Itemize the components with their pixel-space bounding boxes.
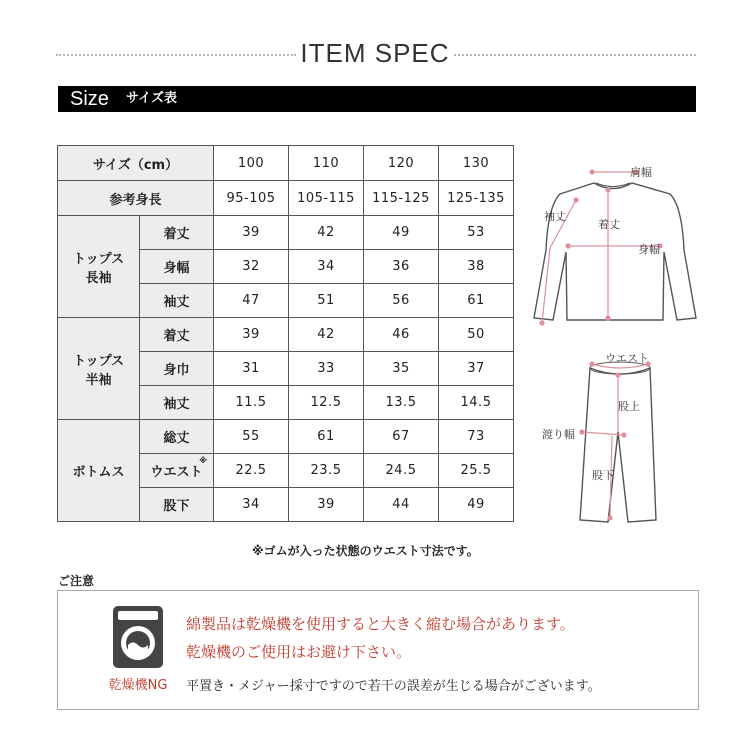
table-cell: 36	[364, 250, 439, 284]
label-thigh: 渡り幅	[542, 428, 575, 441]
waist-note: ※ゴムが入った状態のウエスト寸法です。	[252, 544, 479, 558]
page-title: ITEM SPEC	[300, 38, 450, 68]
table-cell: 55	[214, 420, 289, 454]
washing-machine-icon	[112, 605, 164, 669]
table-cell: 49	[439, 488, 514, 522]
table-cell: 46	[364, 318, 439, 352]
table-cell: 67	[364, 420, 439, 454]
table-cell: 12.5	[289, 386, 364, 420]
caution-box	[57, 590, 699, 710]
table-cell: 32	[214, 250, 289, 284]
size-header-cell: 130	[439, 146, 514, 181]
garment-diagram	[520, 150, 700, 540]
table-cell: 42	[289, 318, 364, 352]
table-cell: 24.5	[364, 454, 439, 488]
size-section-bar	[58, 86, 696, 112]
row-label: 袖丈	[140, 284, 214, 318]
table-cell: 39	[289, 488, 364, 522]
table-cell: 42	[289, 216, 364, 250]
size-header-cell: 100	[214, 146, 289, 181]
label-body-width: 身幅	[638, 243, 660, 256]
table-cell: 31	[214, 352, 289, 386]
dryer-ng-label: 乾燥機NG	[108, 678, 168, 693]
caution-line-1: 綿製品は乾燥機を使用すると大きく縮む場合があります。	[186, 615, 575, 633]
table-cell: 50	[439, 318, 514, 352]
section-subtitle: サイズ表	[126, 91, 177, 106]
section-title: Size	[70, 88, 109, 110]
height-cell: 125-135	[439, 181, 514, 216]
table-cell: 33	[289, 352, 364, 386]
caution-line-2: 乾燥機のご使用はお避け下さい。	[186, 643, 412, 661]
label-sleeve: 袖丈	[544, 210, 566, 223]
group-name-line1: ボトムス	[72, 465, 125, 480]
table-row	[58, 420, 514, 454]
caution-heading: ご注意	[58, 574, 95, 588]
table-cell: 23.5	[289, 454, 364, 488]
table-cell: 25.5	[439, 454, 514, 488]
group-label	[58, 318, 140, 420]
shirt-outline	[534, 183, 696, 320]
table-cell: 22.5	[214, 454, 289, 488]
table-cell: 51	[289, 284, 364, 318]
table-cell: 56	[364, 284, 439, 318]
table-row	[58, 181, 514, 216]
size-table	[57, 145, 514, 522]
size-header-cell: 120	[364, 146, 439, 181]
row-label-cell	[140, 454, 214, 488]
table-cell: 39	[214, 216, 289, 250]
table-cell: 13.5	[364, 386, 439, 420]
table-cell: 39	[214, 318, 289, 352]
table-cell: 11.5	[214, 386, 289, 420]
label-inseam: 股下	[592, 469, 614, 482]
group-name-line1: トップス	[72, 353, 125, 369]
group-name-line2: 長袖	[85, 270, 112, 286]
row-label: 着丈	[140, 318, 214, 352]
table-cell: 73	[439, 420, 514, 454]
table-row	[58, 318, 514, 352]
height-label: 参考身長	[58, 181, 214, 216]
row-label: 袖丈	[140, 386, 214, 420]
group-name-line1: トップス	[72, 251, 125, 267]
table-cell: 38	[439, 250, 514, 284]
table-cell: 61	[289, 420, 364, 454]
table-cell: 35	[364, 352, 439, 386]
group-label	[58, 216, 140, 318]
label-shoulder: 肩幅	[630, 166, 652, 179]
table-cell: 61	[439, 284, 514, 318]
group-name-line2: 半袖	[85, 372, 112, 388]
size-header-cell: 110	[289, 146, 364, 181]
height-cell: 95-105	[214, 181, 289, 216]
table-cell: 47	[214, 284, 289, 318]
table-row	[58, 146, 514, 181]
label-length: 着丈	[598, 218, 620, 231]
label-waist: ウエスト	[605, 352, 649, 365]
size-header-label: サイズ（cm）	[58, 146, 214, 181]
row-label: 股下	[140, 488, 214, 522]
table-cell: 14.5	[439, 386, 514, 420]
group-label	[58, 420, 140, 522]
table-cell: 34	[289, 250, 364, 284]
label-rise: 股上	[618, 400, 640, 413]
table-cell: 53	[439, 216, 514, 250]
row-label: 総丈	[140, 420, 214, 454]
table-cell: 37	[439, 352, 514, 386]
table-row	[58, 216, 514, 250]
footnote-mark: ※	[199, 456, 207, 465]
table-cell: 49	[364, 216, 439, 250]
row-label: ウエスト	[150, 465, 203, 480]
caution-line-3: 平置き・メジャー採寸ですので若干の誤差が生じる場合がございます。	[186, 679, 601, 694]
row-label: 身巾	[140, 352, 214, 386]
table-cell: 44	[364, 488, 439, 522]
row-label: 身幅	[140, 250, 214, 284]
height-cell: 105-115	[289, 181, 364, 216]
height-cell: 115-125	[364, 181, 439, 216]
row-label: 着丈	[140, 216, 214, 250]
table-cell: 34	[214, 488, 289, 522]
